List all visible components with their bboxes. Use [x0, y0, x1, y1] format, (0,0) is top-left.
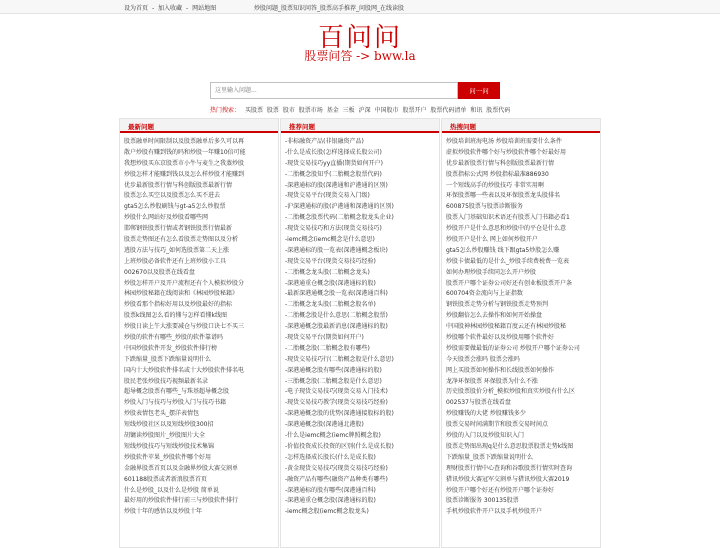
question-link[interactable]: 炒股培训班海电汤 炒股培训班需要什么条件 — [446, 138, 562, 145]
question-link[interactable]: 600875股票与股票诊断服务 — [446, 203, 523, 211]
question-link[interactable]: -二胎概念龙头股(二胎概念龙头) — [285, 268, 370, 276]
hot-search-bar — [210, 105, 510, 114]
question-link[interactable]: 炒股翻倍怎么去操作和如何开始操盘 — [446, 312, 543, 320]
question-link[interactable]: 中国炒股软件开发_炒股软件排行榜 — [124, 344, 218, 352]
question-link[interactable]: -二胎概念股知乎(二胎概念股票代码) — [285, 170, 382, 178]
question-link[interactable]: 股票指标公式网 炒股指标最准886930 — [446, 170, 549, 178]
question-link[interactable]: gta5怎么炒股刷钱与gt-a5怎么炒股票 — [124, 203, 226, 211]
question-link[interactable]: 下跌缩量_股票下跌缩量说明什么 — [124, 355, 212, 363]
question-link[interactable]: 超导概念股票有哪些_与珠基超导概念股 — [124, 388, 230, 396]
question-link[interactable]: 股票融单时间限制以及股票融单后多久可以再 — [124, 138, 245, 145]
question-link[interactable]: 002670以及股票在线看盘 — [124, 268, 195, 276]
question-link[interactable]: 下跌缩量_股票下跌缩量说明什么 — [446, 453, 534, 461]
hot-search-item[interactable]: 基金 — [326, 107, 339, 114]
question-link[interactable]: 散户炒股有赚到钱的吗和炒股一年赚10倍可能 — [124, 148, 246, 156]
question-link[interactable]: 601188股票或者新浪股票首页 — [124, 475, 207, 483]
question-link[interactable]: -深港通标的股(深港通和沪港通的区别) — [285, 181, 388, 189]
question-link[interactable]: 中国股神林园炒股秘籍百度云还有林园炒股秘 — [446, 323, 567, 331]
hot-search-item[interactable]: 三板 — [342, 107, 355, 114]
question-link[interactable]: -价值投资成长投资的区别(什么是成长股) — [285, 442, 394, 450]
search-input[interactable] — [210, 82, 458, 99]
recommended-questions-panel — [280, 118, 440, 548]
latest-questions-panel — [119, 118, 279, 548]
question-link[interactable]: 炒股开户是什么 网上如何炒股开户 — [446, 236, 538, 244]
question-link[interactable]: 股票交易时间满期节和股票交易时间点 — [446, 421, 549, 429]
question-link[interactable]: -iemc概念股(iemc概念股龙头) — [285, 508, 369, 516]
question-link[interactable]: 理财股票行情中心查询和谷歌股票行情实时查询 — [446, 464, 573, 472]
question-link[interactable]: 炒股怎样才能赚到钱以及怎么样炒股才能赚到 — [124, 170, 245, 178]
question-link[interactable]: 炒股需要做最低的证券公司 炒股开户哪个证券公司 — [446, 344, 580, 352]
question-link[interactable]: 猎讯炒股大赛冠军交割单与猎讯炒股大赛2019 — [446, 475, 570, 483]
question-link[interactable]: -深港通标的股有哪些(深港通百科) — [285, 486, 376, 494]
question-link[interactable]: -iemc概念(iemc概念是什么意思) — [285, 236, 375, 244]
question-link[interactable]: 上班炒股必备软件还有上班炒股小工具 — [124, 257, 227, 265]
panel-header — [120, 119, 278, 133]
hot-search-item[interactable]: 中国股市 — [374, 107, 399, 114]
question-link[interactable]: 优步最新股票行情与科创版股票最新行情 — [446, 159, 555, 167]
question-link[interactable]: -现货交易平台(现货交易入门级) — [285, 192, 370, 200]
question-link[interactable]: 股票入门基础知识术语还有股票入门书籍必看1 — [446, 214, 570, 222]
question-link[interactable]: -三胎概念股(二胎概念股是什么意思) — [285, 377, 382, 385]
question-link[interactable]: 炒股哪个软件最好以及炒股用哪个软件好 — [446, 334, 555, 342]
question-link[interactable]: 最好用的炒股软件排行前三与炒股软件排行 — [124, 497, 239, 505]
question-link[interactable]: 炒股的软件有哪些_炒股的软件靠谱吗 — [124, 334, 224, 342]
question-link[interactable]: 短线炒股社区以及短线炒股300招 — [124, 421, 214, 429]
ask-button[interactable]: 问一问 — [458, 82, 500, 99]
question-link[interactable]: -二胎概念股是什么意思(二胎概念股票) — [285, 312, 388, 320]
question-link[interactable]: 历史股票股价分析_模拟炒股和真实炒股有什么区 — [446, 388, 576, 396]
question-link[interactable]: -什么是成长股(怎样选择成长股公司) — [285, 148, 382, 156]
question-link[interactable]: -深港通重仓概念股(深港通标的股) — [285, 497, 376, 505]
question-link[interactable]: -现货交易技巧和方法(现货交易技巧) — [285, 225, 382, 233]
hot-search-label: 热门搜索： — [210, 107, 241, 114]
question-link[interactable]: -深港通概念股有哪些(深港通标的股) — [285, 366, 382, 374]
question-list — [285, 137, 440, 518]
question-link[interactable]: 网上买股票如何操作和长线股票如何操作 — [446, 366, 555, 374]
hot-search-item[interactable]: 股票开户 — [402, 107, 427, 114]
question-link[interactable]: -现货交易技巧yy直播(期货如何开户) — [285, 159, 383, 167]
question-link[interactable]: 什么是炒股_以及什么是炒股 简单说 — [124, 486, 219, 494]
question-link[interactable]: -最新深港通概念股一览表(深港通百科) — [285, 290, 388, 298]
question-link[interactable]: 龙净环保股票 环保股票为什么不涨 — [446, 377, 538, 385]
question-link[interactable]: 炒股卡债最低的是什么_炒股手续费税费一览表 — [446, 257, 570, 265]
question-link[interactable]: 炒股十年的感悟以及炒股十年 — [124, 508, 203, 516]
question-link[interactable]: 炒股怎样开户及开户流程还有个人模拟炒股分 — [124, 279, 245, 287]
question-link[interactable]: -深港通标的股一览表(深港通概念板块) — [285, 246, 388, 254]
question-link[interactable]: 股民老张炒股技巧视频最新名录 — [124, 377, 209, 385]
question-link[interactable]: 炒股表情包老头_摆洋表情包 — [124, 410, 200, 418]
question-link[interactable]: 股票k线图怎么看的懂与怎样看懂k线图 — [124, 312, 227, 320]
question-link[interactable]: 一个短线高手的炒股技巧 非常实用啊 — [446, 181, 544, 189]
question-link[interactable]: gta5怎么炒股赚钱 线下跟gta5炒股怎么赚 — [446, 246, 560, 254]
question-link[interactable]: 手机炒股软件开户以及手机炒股开户 — [446, 508, 543, 516]
question-link[interactable]: 金融界股票首页以及金融界炒股大赛交割单 — [124, 464, 239, 472]
question-link[interactable]: 优步最新股票行情与科创版股票最新行情 — [124, 181, 233, 189]
hot-questions-panel — [441, 118, 601, 548]
question-link[interactable]: -电子现货交易技巧(现货交易入门技术) — [285, 388, 388, 396]
hot-search-item[interactable]: 股票代码清单 — [430, 107, 467, 114]
question-link[interactable]: 股票诊断服务 300135股票 — [446, 497, 519, 505]
question-link[interactable]: -什么是iemc概念(iemc牌照概念股) — [285, 432, 381, 440]
set-homepage-link[interactable]: 设为首页 — [124, 5, 149, 12]
question-link[interactable]: 炒股的入门以及炒股知识入门 — [446, 432, 525, 440]
question-link[interactable]: -融资产品有哪些(融资产品种类有哪些) — [285, 475, 388, 483]
question-link[interactable]: -现货交易平台(期货如何开户) — [285, 334, 364, 342]
question-link[interactable]: 短线炒股技巧与短线炒股技术集锦 — [124, 442, 215, 450]
question-link[interactable]: -二胎概念股(二胎概念股有哪些) — [285, 344, 370, 352]
hot-search-item[interactable]: 买股票 — [244, 107, 263, 114]
hot-search-item[interactable]: 股票代码 — [486, 107, 511, 114]
panel-header — [281, 119, 439, 133]
question-link[interactable]: -非标融资产品(非银融资产品) — [285, 138, 364, 145]
question-link[interactable]: -现货交易平台(现货交易技巧经验) — [285, 257, 376, 265]
question-link[interactable]: 国内十大炒股软件排名或十大炒股软件排名电 — [124, 366, 245, 374]
question-link[interactable]: -深港通概念股最新消息(深港通标的股) — [285, 323, 388, 331]
panel-header — [442, 119, 600, 133]
add-favorite-link[interactable]: 加入收藏 — [158, 5, 183, 12]
panel-title: 最新问题 — [128, 123, 154, 131]
question-link[interactable]: -深港通概念股(深港通北港股) — [285, 421, 364, 429]
hot-search-item[interactable]: 股票 — [266, 107, 279, 114]
question-link[interactable]: 林园炒股秘籍在线阅读和《林园炒股秘籍》 — [124, 290, 239, 298]
question-link[interactable]: 炒股什么网站好及炒股看哪些网 — [124, 214, 209, 222]
separator: - — [185, 5, 189, 12]
hot-search-item[interactable]: 股票市场 — [298, 107, 323, 114]
question-link[interactable]: 炒股开户是什么意思和炒股中的平仓是什么意 — [446, 225, 567, 233]
top-links — [124, 3, 218, 12]
panel-title: 热搜问题 — [450, 123, 476, 131]
search-bar — [210, 82, 510, 99]
question-link[interactable]: 邯郸钢铁股票行情或者钢铁股票行情最新 — [124, 225, 233, 233]
question-link[interactable]: 股票走势图出现q是什么意思股票股票走势k线图 — [446, 442, 574, 450]
hot-search-item[interactable]: 和讯 — [470, 107, 483, 114]
question-link[interactable]: 股票怎么买空以及股票怎么买不进去 — [124, 192, 221, 200]
question-link[interactable]: -二胎概念龙头股(二胎概念股名单) — [285, 301, 376, 309]
question-link[interactable]: 今天股票会涨吗 股票会涨吗 — [446, 355, 520, 363]
hot-search-item[interactable]: 股市 — [282, 107, 295, 114]
hot-search-item[interactable]: 沪深 — [358, 107, 371, 114]
question-link[interactable]: -深港通概念股的优势(深港通接股标的股) — [285, 410, 394, 418]
panel-title: 推荐问题 — [289, 123, 315, 131]
question-link[interactable]: -现货交易技巧行(二胎概念股是什么意思) — [285, 355, 394, 363]
site-slogan: 股票问答 -> bww.la — [304, 49, 416, 63]
question-list — [124, 137, 279, 518]
question-link[interactable]: 环保股票哪一些表以及环保股票龙头股排名 — [446, 192, 561, 200]
question-link[interactable]: 600704资金流向与上证指数 — [446, 290, 523, 298]
question-list — [446, 137, 601, 518]
sitemap-link[interactable]: 网站地图 — [192, 5, 217, 12]
question-link[interactable]: 逃股方法与技巧_如何选股票第二天上涨 — [124, 246, 230, 254]
site-tagline: 炒股问题_股票知识问答_股票高手推荐_问股网_在线读股 — [254, 5, 405, 12]
question-link[interactable]: 股票开户哪个证券公司好还有创业板股票开户条 — [446, 279, 573, 287]
question-link[interactable]: -沪深港通标的股(沪港通和深港通的区别) — [285, 203, 394, 211]
question-link[interactable]: -怎样选择成长股长(什么是成长股) — [285, 453, 376, 461]
question-link[interactable]: 炒股日读上午大涨要减仓与炒股口诀七不买三 — [124, 323, 245, 331]
question-link[interactable]: 炒股开户哪个好还有炒股开户哪个证券好 — [446, 486, 555, 494]
question-link[interactable]: -二胎概念股票代码(二胎概念股龙头企业) — [285, 214, 394, 222]
question-link[interactable]: 胡镛读炒股图片_炒股图片大全 — [124, 432, 206, 440]
question-link[interactable]: 我想炒股买东京股票市小牛与麦生之我蒸炒股 — [124, 159, 245, 167]
question-link[interactable]: -深港通重仓概念股(深港通标的股) — [285, 279, 376, 287]
question-link[interactable]: 炒股软件苹果_炒股软件哪个好用 — [124, 453, 212, 461]
question-link[interactable]: 钢铁股票走势分析与钢铁股票走势预判 — [446, 301, 549, 309]
question-link[interactable]: 炒股赚钱的大佬 炒股赚钱多少 — [446, 410, 526, 418]
question-link[interactable]: -黄金现货交易技巧(现货交易技巧经验) — [285, 464, 388, 472]
question-link[interactable]: 股票走势图还有怎么看股票走势图以及分析 — [124, 236, 239, 244]
question-link[interactable]: 虚拟炒股软件哪个好与炒股软件哪个好最好用 — [446, 148, 567, 156]
separator: - — [151, 5, 155, 12]
question-link[interactable]: 002537与股票在线看盘 — [446, 399, 511, 407]
question-link[interactable]: 炒股入门与技巧与炒股入门与技巧书籍 — [124, 399, 227, 407]
site-logo[interactable]: 百问问 — [317, 23, 402, 53]
question-link[interactable]: 如何办理炒股手续同怎么开户炒股 — [446, 268, 537, 276]
question-link[interactable]: 炒股看那个指标好用以及炒股最好的指标 — [124, 301, 233, 309]
question-link[interactable]: -现货交易技巧教学(现货交易技巧经验) — [285, 399, 388, 407]
top-bar — [0, 0, 720, 14]
